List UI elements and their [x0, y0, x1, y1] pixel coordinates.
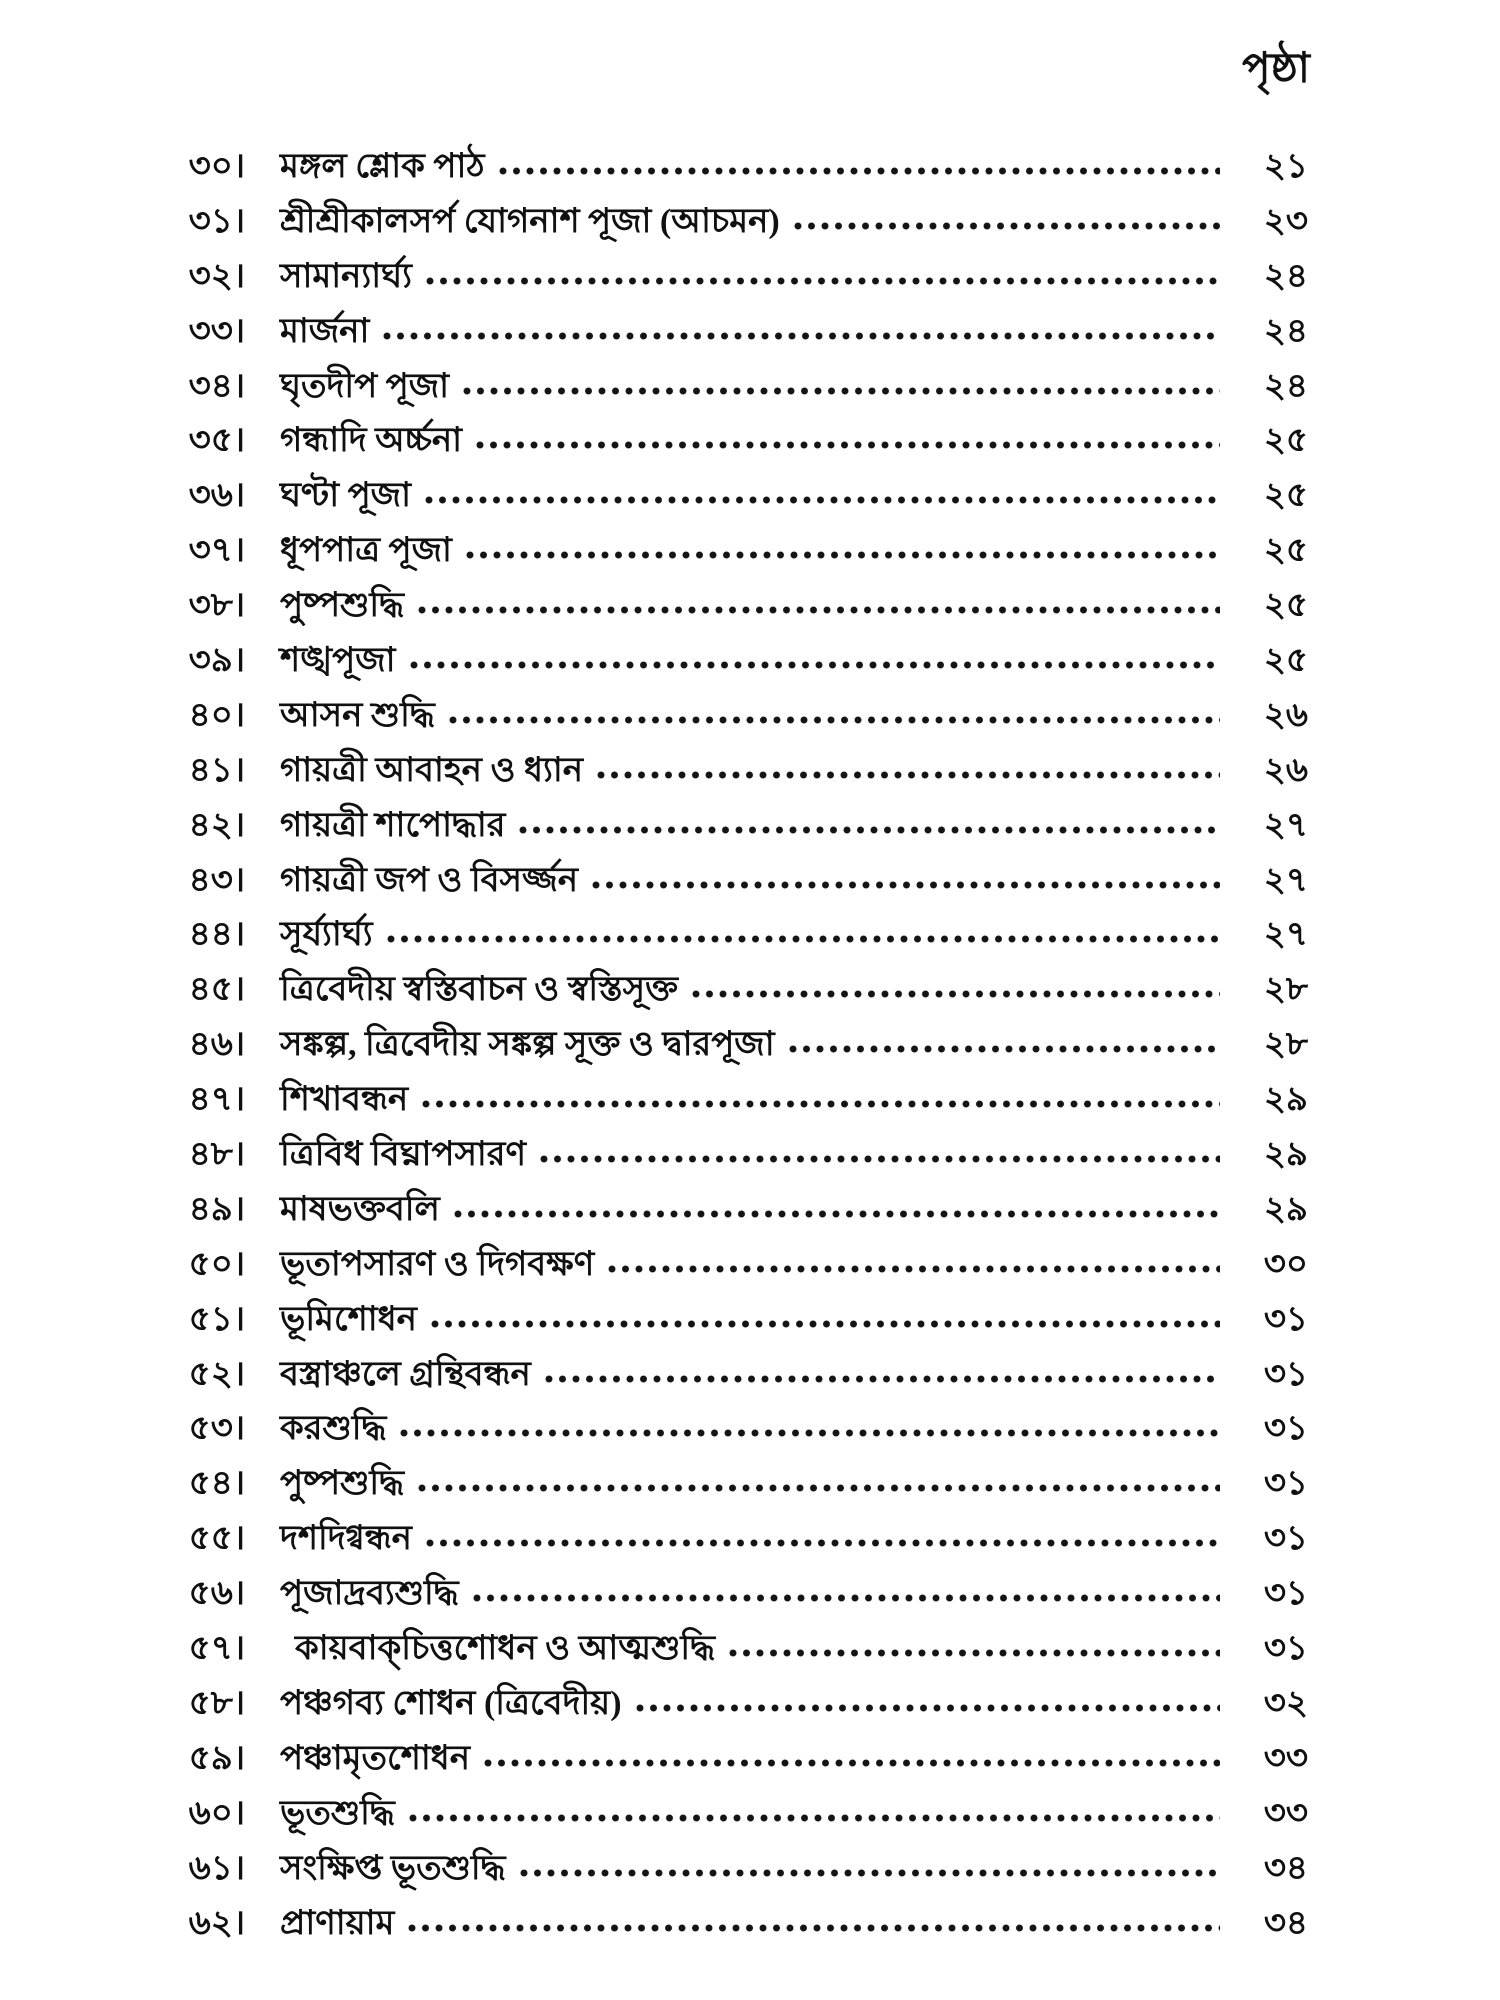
- dot-leader: [597, 771, 1220, 779]
- page-column-header: পৃষ্ঠা: [1241, 46, 1310, 92]
- toc-entry: [125, 963, 1308, 1018]
- entry-number: ৪৫।: [188, 971, 245, 1009]
- dot-leader: [519, 826, 1220, 834]
- entry-page-number: ২৬: [1263, 696, 1308, 734]
- toc-entry: [125, 414, 1308, 469]
- dot-leader: [476, 441, 1220, 449]
- dot-leader: [592, 881, 1220, 889]
- entry-title: পঞ্চামৃতশোধন: [280, 1739, 471, 1777]
- entry-page-number: ৩১: [1263, 1630, 1308, 1668]
- entry-page-number: ২৭: [1263, 916, 1308, 954]
- entry-page-number: ৩০: [1263, 1245, 1308, 1283]
- entry-title: প্রাণায়াম: [280, 1904, 395, 1942]
- toc-entry: [125, 854, 1308, 909]
- entry-page-number: ২৪: [1263, 257, 1308, 295]
- entry-title: দশদিগ্বন্ধন: [280, 1520, 412, 1558]
- entry-page-number: ২৫: [1263, 587, 1308, 625]
- dot-leader: [426, 1539, 1220, 1547]
- toc-entry: [125, 1897, 1308, 1952]
- entry-number: ৪১।: [188, 751, 245, 789]
- entry-title: ঘণ্টা পূজা: [280, 477, 411, 515]
- dot-leader: [484, 1759, 1220, 1767]
- entry-title: গন্ধাদি অর্চ্চনা: [280, 422, 463, 460]
- entry-number: ৬০।: [188, 1794, 245, 1832]
- entry-number: ৫৮।: [188, 1684, 245, 1722]
- dot-leader: [520, 1869, 1220, 1877]
- toc-entry: [125, 305, 1308, 360]
- toc-entry: [125, 579, 1308, 634]
- entry-number: ৪৭।: [188, 1081, 245, 1119]
- entry-number: ৩১।: [188, 202, 245, 240]
- dot-leader: [499, 167, 1220, 175]
- entry-title: গায়ত্রী শাপোদ্ধার: [280, 806, 506, 844]
- toc-entry: [125, 634, 1308, 689]
- entry-number: ৪২।: [188, 806, 245, 844]
- entry-title: ত্রিবিধ বিঘ্নাপসারণ: [280, 1136, 527, 1174]
- dot-leader: [540, 1155, 1220, 1163]
- entry-page-number: ৩৩: [1263, 1739, 1308, 1777]
- toc-entry: [125, 524, 1308, 579]
- entry-title: ত্রিবেদীয় স্বস্তিবাচন ও স্বস্তিসূক্ত: [280, 971, 679, 1009]
- toc-entry: [125, 140, 1308, 195]
- toc-entry: [125, 250, 1308, 305]
- entry-page-number: ২৬: [1263, 751, 1308, 789]
- entry-number: ৫৫।: [188, 1520, 245, 1558]
- entry-title: কায়বাক্‌চিত্তশোধন ও আত্মশুদ্ধি: [295, 1630, 716, 1668]
- dot-leader: [431, 1320, 1220, 1328]
- entry-number: ৪০।: [188, 696, 245, 734]
- toc-entry: [125, 1348, 1308, 1403]
- dot-leader: [387, 935, 1220, 943]
- dot-leader: [729, 1649, 1220, 1657]
- toc-entry: [125, 744, 1308, 799]
- dot-leader: [454, 1210, 1220, 1218]
- toc-entry: [125, 360, 1308, 415]
- entry-title: গায়ত্রী জপ ও বিসর্জ্জন: [280, 861, 578, 899]
- entry-page-number: ৩১: [1263, 1575, 1308, 1613]
- dot-leader: [418, 606, 1220, 614]
- entry-page-number: ২৫: [1263, 477, 1308, 515]
- toc-entry: [125, 1402, 1308, 1457]
- toc-entry: [125, 1512, 1308, 1567]
- entry-page-number: ২৮: [1263, 1026, 1308, 1064]
- dot-leader: [418, 1484, 1220, 1492]
- entry-title: গায়ত্রী আবাহন ও ধ্যান: [280, 751, 584, 789]
- toc-entry: [125, 689, 1308, 744]
- entry-page-number: ২৫: [1263, 422, 1308, 460]
- dot-leader: [426, 277, 1220, 285]
- entry-title: সামান্যার্ঘ্য: [280, 257, 412, 295]
- entry-title: ভূতশুদ্ধি: [280, 1794, 395, 1832]
- entry-title: মাষভক্তবলি: [280, 1190, 440, 1228]
- dot-leader: [463, 387, 1220, 395]
- entry-page-number: ৩৪: [1263, 1904, 1308, 1942]
- entry-number: ৩৪।: [188, 367, 245, 405]
- toc-entry: [125, 1018, 1308, 1073]
- entry-title: শিখাবন্ধন: [280, 1081, 409, 1119]
- entry-number: ৩০।: [188, 148, 245, 185]
- entry-number: ৫৯।: [188, 1739, 245, 1777]
- entry-number: ৩৫।: [188, 422, 245, 460]
- entry-page-number: ৩১: [1263, 1465, 1308, 1503]
- entry-page-number: ২৫: [1263, 532, 1308, 570]
- entry-page-number: ৩৩: [1263, 1794, 1308, 1832]
- toc-entry: [125, 1073, 1308, 1128]
- entry-title: শঙ্খপূজা: [280, 642, 396, 680]
- toc-entry: [125, 195, 1308, 250]
- entry-number: ৬১।: [188, 1849, 245, 1887]
- dot-leader: [692, 990, 1220, 998]
- toc-entry: [125, 1842, 1308, 1897]
- entry-page-number: ৩১: [1263, 1410, 1308, 1448]
- entry-page-number: ৩১: [1263, 1300, 1308, 1338]
- entry-title: ধূপপাত্র পূজা: [280, 532, 452, 570]
- entry-page-number: ৩২: [1263, 1684, 1308, 1722]
- entry-title: পুষ্পশুদ্ধি: [280, 1465, 405, 1503]
- entry-page-number: ৩১: [1263, 1520, 1308, 1558]
- entry-number: ৩৮।: [188, 587, 245, 625]
- toc-entry: [125, 1622, 1308, 1677]
- dot-leader: [400, 1429, 1220, 1437]
- toc-entry: [125, 1787, 1308, 1842]
- entry-number: ৫৬।: [188, 1575, 245, 1613]
- entry-number: ৩৯।: [188, 642, 245, 680]
- toc-entry: [125, 1238, 1308, 1293]
- toc-entry: [125, 1567, 1308, 1622]
- entry-number: ৩৬।: [188, 477, 245, 515]
- entry-page-number: ২৩: [1263, 202, 1308, 240]
- dot-leader: [422, 1100, 1220, 1108]
- entry-number: ৫৪।: [188, 1465, 245, 1503]
- entry-number: ৪৮।: [188, 1136, 245, 1174]
- entry-number: ৪৪।: [188, 916, 245, 954]
- dot-leader: [410, 661, 1221, 669]
- toc-entry: [125, 799, 1308, 854]
- entry-title: ঘৃতদীপ পূজা: [280, 367, 450, 405]
- entry-number: ৫৭।: [188, 1630, 245, 1668]
- entry-page-number: ৩১: [1263, 1355, 1308, 1393]
- dot-leader: [636, 1704, 1220, 1712]
- dot-leader: [408, 1924, 1220, 1932]
- dot-leader: [794, 222, 1220, 230]
- toc-entry: [125, 1128, 1308, 1183]
- entry-page-number: ২৯: [1263, 1136, 1308, 1174]
- entry-page-number: ২৭: [1263, 806, 1308, 844]
- toc-entry: [125, 908, 1308, 963]
- entry-number: ৪৩।: [188, 861, 245, 899]
- entry-number: ৩৭।: [188, 532, 245, 570]
- entry-page-number: ২৪: [1263, 367, 1308, 405]
- toc-entry: [125, 469, 1308, 524]
- entry-number: ৫০।: [188, 1245, 245, 1283]
- entry-number: ৩৩।: [188, 312, 245, 350]
- toc-entry: [125, 1293, 1308, 1348]
- dot-leader: [545, 1375, 1220, 1383]
- entry-title: পূজাদ্রব্যশুদ্ধি: [280, 1575, 459, 1613]
- entry-title: পুষ্পশুদ্ধি: [280, 587, 405, 625]
- toc-list: [125, 140, 1308, 1951]
- toc-entry: [125, 1732, 1308, 1787]
- dot-leader: [425, 496, 1220, 504]
- entry-title: পঞ্চগব্য শোধন (ত্রিবেদীয়): [280, 1684, 622, 1722]
- entry-page-number: ২৫: [1263, 642, 1308, 680]
- entry-page-number: ২১: [1263, 148, 1308, 185]
- entry-title: ভূমিশোধন: [280, 1300, 417, 1338]
- entry-title: করশুদ্ধি: [280, 1410, 387, 1448]
- entry-number: ৫১।: [188, 1300, 245, 1338]
- entry-page-number: ২৯: [1263, 1081, 1308, 1119]
- toc-entry: [125, 1457, 1308, 1512]
- entry-page-number: ২৮: [1263, 971, 1308, 1009]
- entry-title: মার্জনা: [280, 312, 370, 350]
- entry-title: মঙ্গল শ্লোক পাঠ: [280, 148, 485, 185]
- entry-number: ৩২।: [188, 257, 245, 295]
- dot-leader: [473, 1594, 1220, 1602]
- entry-title: সূর্য্যার্ঘ্য: [280, 916, 373, 954]
- dot-leader: [383, 332, 1220, 340]
- entry-number: ৫৩।: [188, 1410, 245, 1448]
- entry-page-number: ৩৪: [1263, 1849, 1308, 1887]
- entry-number: ৪৯।: [188, 1190, 245, 1228]
- entry-title: সঙ্কল্প, ত্রিবেদীয় সঙ্কল্প সূক্ত ও দ্বারপূজা: [280, 1026, 775, 1064]
- entry-number: ৫২।: [188, 1355, 245, 1393]
- dot-leader: [466, 551, 1220, 559]
- entry-title: ভূতাপসারণ ও দিগবক্ষণ: [280, 1245, 595, 1283]
- entry-title: আসন শুদ্ধি: [280, 696, 435, 734]
- entry-number: ৬২।: [188, 1904, 245, 1942]
- dot-leader: [409, 1814, 1220, 1822]
- toc-entry: [125, 1677, 1308, 1732]
- entry-title: সংক্ষিপ্ত ভূতশুদ্ধি: [280, 1849, 506, 1887]
- entry-title: বস্ত্রাঞ্চলে গ্রন্থিবন্ধন: [280, 1355, 531, 1393]
- entry-page-number: ২৯: [1263, 1190, 1308, 1228]
- entry-page-number: ২৭: [1263, 861, 1308, 899]
- toc-entry: [125, 1183, 1308, 1238]
- entry-number: ৪৬।: [188, 1026, 245, 1064]
- entry-page-number: ২৪: [1263, 312, 1308, 350]
- dot-leader: [789, 1045, 1220, 1053]
- dot-leader: [449, 716, 1220, 724]
- entry-title: শ্রীশ্রীকালসর্প যোগনাশ পূজা (আচমন): [280, 202, 780, 240]
- dot-leader: [608, 1265, 1220, 1273]
